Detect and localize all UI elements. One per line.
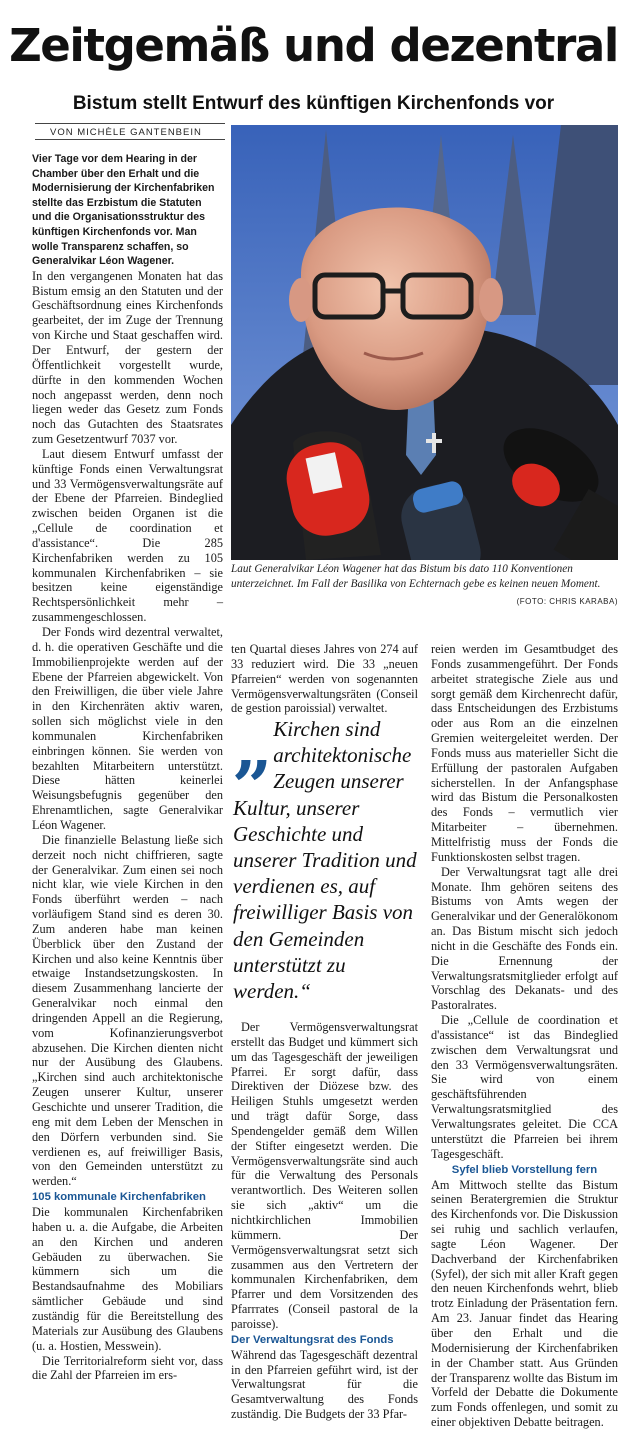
subhead: 105 kommunale Kirchenfabriken [32, 1191, 206, 1204]
headline: Zeitgemäß und dezentral [9, 19, 618, 72]
photo-credit: (FOTO: CHRIS KARABA) [516, 597, 618, 606]
quote-mark: „ [233, 705, 268, 788]
subhead: Syfel blieb Vorstellung fern [451, 1163, 598, 1176]
paragraph: In den vergangenen Monaten hat das Bistum emsig an den Statuten und der Geschäftsordnung eines Kirchenfonds gearbeitet, der im Zuge der Trennung von Kirche und Staat geschaffen wird. Der Entwurf, der gestern der Öffentlichkeit vorgestellt wurde, dürfte in den kommenden Wochen noch angepasst werden, denn noch liegen weder das Gesetz zum Fonds noch das Gutachten des Staatsrates zum Gesetzentwurf 7037 vor. [32, 268, 223, 447]
paragraph: Die „Cellule de coordination et d'assistance“ ist das Bindeglied zwischen dem Verwaltungsrat und den 33 Vermögensverwaltungsräten. Sie wird von einem geschäftsführenden Verwaltungsratsmitglied des Verwaltungsrates geleitet. Die CCA unterstützt die Pfarreien bei ihrem Tagesgeschäft. [431, 1013, 618, 1161]
paragraph: Der Vermögensverwaltungsrat erstellt das Budget und kümmert sich um das Tagesgeschäft der jeweiligen Pfarrei. Er sorgt dafür, dass Direktiven der Diözese bzw. des Heiligen Stuhls umgesetzt werden und trägt dafür Sorge, dass Spendengelder gemäß dem Willen der Stifter eingesetzt werden. Die Vermögensverwaltungsräte sind auch für die Verwaltung des Personals verantwortlich. Des Weiteren sollen sie sich „aktiv“ um die nichtkirchlichen Immobilien kümmern. Der Vermögensverwaltungsrat setzt sich zusammen aus den Vertretern der kommunalen Kirchenfabriken, dem Pfarrer und dem Vorsitzenden des Pfarrrates (Conseil pastoral de la paroisse). [231, 1020, 418, 1331]
photo-illustration [231, 125, 618, 560]
paragraph: Am Mittwoch stellte das Bistum seinen Beratergremien die Struktur des Kirchenfonds vor. Die Diskussion sei ruhig und sachlich verlaufen, sagte Léon Wagener. Der Dachverband der Kirchenfabriken (Syfel), der sich mit aller Kraft gegen den neuen Kirchenfonds wehrt, blieb trotz Einladung der Präsentation fern. Am 23. Januar findet das Hearing über den Erhalt und die Modernisierung der Kirchenfabriken in der Chamber statt. Aus Gründen der Transparenz wollte das Bistum im Vorfeld der Debatte die Dokumente zum Fonds offenlegen, und somit zu einer objektiven Debatte beitragen. [431, 1177, 618, 1430]
column-1 [32, 152, 223, 1383]
pull-quote [233, 705, 417, 1004]
column-3 [431, 642, 618, 1430]
lead-paragraph: Vier Tage vor dem Hearing in der Chamber über den Erhalt und die Modernisierung der Kirchenfabriken stellte das Erzbistum die Statuten und die Organisationsstruktur des künftigen Kirchenfonds vor. Man wolle Transparenz schaffen, so Generalvikar Léon Wagener. [32, 153, 215, 268]
subheadline: Bistum stellt Entwurf des künftigen Kirchenfonds vor [72, 93, 555, 114]
paragraph: Der Fonds wird dezentral verwaltet, d. h. die operativen Geschäfte und die Immobilienprojekte werden auf der Ebene der Pfarreien abgewickelt. Von den Freiwilligen, die über viele Jahre in den Kirchenräten aktiv waren, sollen sich möglichst viele in den kommunalen Kirchenfabriken einbringen können. Sie werden von bezahlten Mitarbeitern unterstützt. Diese hätten keinerlei Weisungsbefugnis gegenüber den Ehrenamtlichen, sagte Generalvikar Léon Wagener. [32, 625, 223, 832]
paragraph: Die Territorialreform sieht vor, dass die Zahl der Pfarreien im ers- [32, 1353, 223, 1383]
article-photo [231, 125, 618, 560]
paragraph: Die kommunalen Kirchenfabriken haben u. a. die Aufgabe, die Arbeiten an den Kirchen und anderen Gebäuden zu überwachen. Sie kümmern sich um die Bestandsaufnahme des Mobiliars sämtlicher Gebäude und sind zuständig für die Bereitstellung des Materials zur Ausübung des Glaubens (u. a. Hostien, Messwein). [32, 1205, 223, 1353]
paragraph: Während das Tagesgeschäft dezentral in den Pfarreien geführt wird, ist der Verwaltungsrat für die Gesamtverwaltung des Fonds zuständig. Die Budgets der 33 Pfar- [231, 1347, 418, 1422]
photo-caption [231, 562, 618, 609]
paragraph: Laut diesem Entwurf umfasst der künftige Fonds einen Verwaltungsrat und 33 Vermögensverwaltungsräte auf der Ebene der Pfarreien. Bindeglied zwischen beiden Organen ist die „Cellule de coordination et d'assistance“. Die 285 Kirchenfabriken werden zu 105 kommunalen Kirchenfabriken – sie besitzen keine eigenständige Rechtspersönlichkeit mehr – zusammengeschlossen. [32, 446, 223, 625]
paragraph: Der Verwaltungsrat tagt alle drei Monate. Ihm gehören seitens des Bistums von Amts wegen der Generalvikar und der Generalökonom an. Das Bistum mischt sich jedoch nicht in die Geschäfte des Fonds ein. Die Ernennung der Verwaltungsratsmitglieder erfolgt auf Vorschlag des Dekanats- und des Pastoralrates. [431, 864, 618, 1013]
caption-text: Laut Generalvikar Léon Wagener hat das Bistum bis dato 110 Konventionen unterzeichnet. Im Fall der Basilika von Echternach gebe es keinen neuen Moment. [231, 563, 601, 590]
paragraph: reien werden im Gesamtbudget des Fonds zusammengeführt. Der Fonds arbeitet strategische Ziele aus und sorgt gemäß dem Kirchenrecht dafür, dass Entscheidungen des Erzbistums oder aus Rom an die einzelnen Gremien weitergeleitet werden. Der Fonds muss aus materieller Sicht die Erfüllung der pastoralen Aufgaben sicherstellen. In der Anfangsphase wird das Bistum die Personalkosten des Fonds – vermutlich vier Mitarbeiter – übernehmen. Mittelfristig muss der Fonds die Funktionskosten selbst tragen. [431, 642, 618, 864]
column-2-continued [231, 1020, 418, 1422]
byline: VON MICHÈLE GANTENBEIN [35, 123, 225, 140]
paragraph: ten Quartal dieses Jahres von 274 auf 33 reduziert wird. Die 33 „neuen Pfarreien“ werden von sogenannten Vermögensverwaltungsräten (Conseil de gestion paroissial) verwaltet. [231, 642, 418, 716]
paragraph: Die finanzielle Belastung ließe sich derzeit noch nicht chiffrieren, sagte der Generalvikar. Zum einen sei noch nicht klar, wie viele Kirchen in den Fonds überführt werden – nach vorläufigem Stand sind es deren 30. Zum anderen habe man keinen Überblick über den Zustand der Kirchen und also keine Kenntnis über etwaige Instandsetzungskosten. In diesem Zusammenhang lancierte der Generalvikar noch einmal den dringenden Appell an die Regierung, vom Kofinanzierungsverbot abzusehen. Die Kirchen dienten nicht nur der Ausübung des Glaubens. „Kirchen sind auch architektonische Zeugen unserer Kultur, unserer Geschichte und unserer Tradition, die eng mit dem Leben der Menschen in den Dörfern verbunden sind. Sie verdienen es, auf freiwilliger Basis, von den Gemeinden unterstützt zu werden.“ [32, 832, 223, 1189]
subhead: Der Verwaltungsrat des Fonds [231, 1333, 394, 1346]
quote-text: Kirchen sind architektonische Zeugen unserer Kultur, unserer Geschichte und unserer Tradition und verdienen es, auf freiwilliger Basis von den Gemeinden unterstützt zu werden.“ [233, 717, 417, 1004]
